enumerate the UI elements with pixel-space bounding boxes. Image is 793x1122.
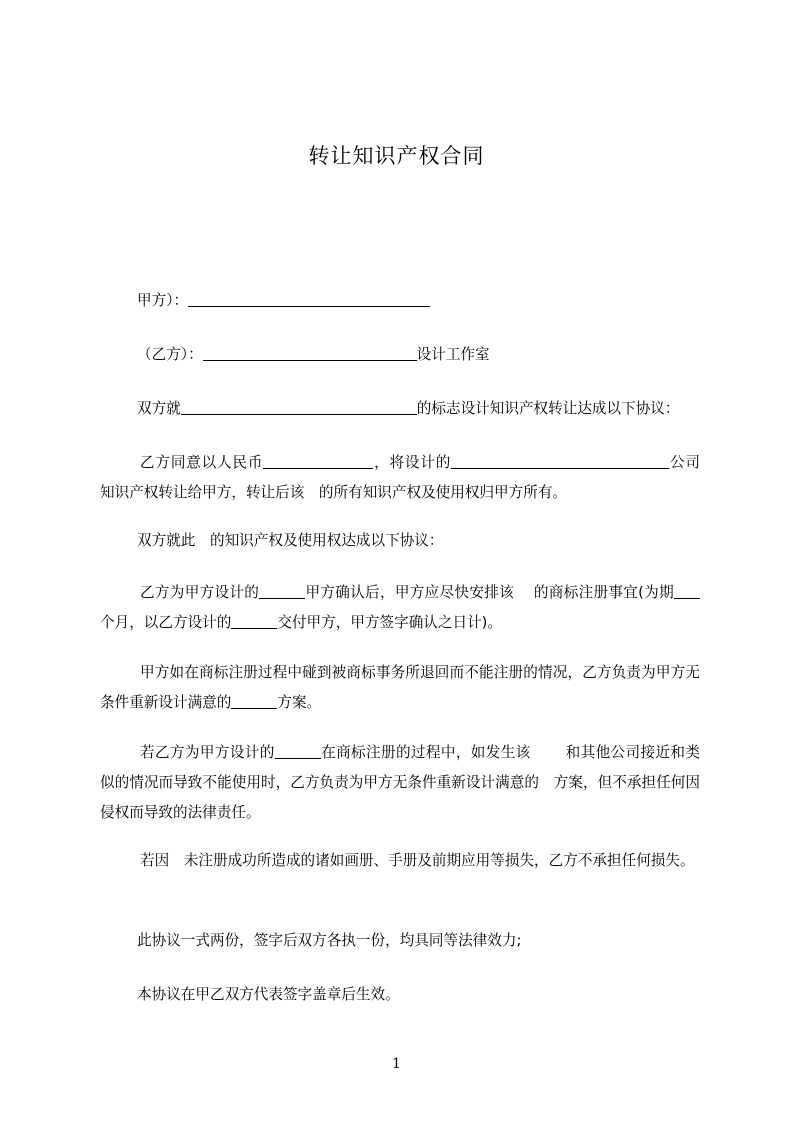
clause-text: 若因 未注册成功所造成的诸如画册、手册及前期应用等损失，乙方不承担任何损失。 [140,852,695,869]
design-blank [275,742,321,759]
design-name-blank [451,452,669,469]
clause-text: 乙方同意以人民币 [140,454,264,471]
clause-rights-intro [100,526,700,556]
logo-name-blank [181,398,417,415]
clause-text: 本协议在甲乙双方代表签字盖章后生效。 [137,986,400,1003]
clause-transfer [100,448,715,508]
party-a-line [100,286,700,316]
clause-text: 双方就 [137,400,181,417]
clause-registration [100,578,700,638]
design-blank [231,612,277,629]
clause-text: 若乙方为甲方设计的 [140,744,275,761]
clause-text: 的标志设计知识产权转让达成以下协议： [416,400,680,417]
party-a-blank [188,290,430,307]
clause-text: 甲方确认后，甲方应尽快安排该 的商标注册事宜(为期 [305,584,674,601]
clause-text: 交付甲方，甲方签字确认之日计)。 [277,614,502,631]
amount-blank [263,452,373,469]
scheme-blank [231,692,277,709]
clause-similarity [100,738,700,828]
clause-effective [100,980,700,1010]
clause-text: 方案。 [277,694,322,711]
party-b-suffix: 设计工作室 [416,346,490,363]
party-a-label: 甲方）： [137,292,189,309]
clause-text: 乙方为甲方设计的 [140,584,260,601]
clause-copies [100,926,700,956]
clause-text: ，将设计的 [373,454,452,471]
design-blank [259,582,305,599]
party-b-blank [203,344,417,361]
clause-text: 甲方如在商标注册过程中碰到被商标事务所退回而不能注册的情况，乙方负责为甲方无条件重新设计满意的 [100,664,700,711]
page-number: 1 [392,1056,401,1072]
party-b-line [100,340,700,370]
clause-text: 公司 知识产权转让给甲方，转让后该 的所有知识产权及使用权归甲方所有。 [100,454,715,501]
months-blank [674,582,700,599]
clause-text: 双方就此 的知识产权及使用权达成以下协议： [137,532,444,549]
clause-rejection [100,658,700,718]
clause-loss [100,846,700,876]
clause-text: 在商标注册的过程中，如发生该 和其他公司接近和类似的情况而导致不能使用时，乙方负责为甲方无条件重新设计满意的 方案，但不承担任何因侵权而导致的法律责任。 [100,744,700,821]
clause-text: 此协议一式两份，签字后双方各执一份，均具同等法律效力; [137,932,522,949]
contract-title: 转让知识产权合同 [308,144,485,168]
party-b-label: （乙方）： [137,346,203,363]
clause-text: 个月，以乙方设计的 [100,614,232,631]
clause-agreement-intro [100,394,700,424]
